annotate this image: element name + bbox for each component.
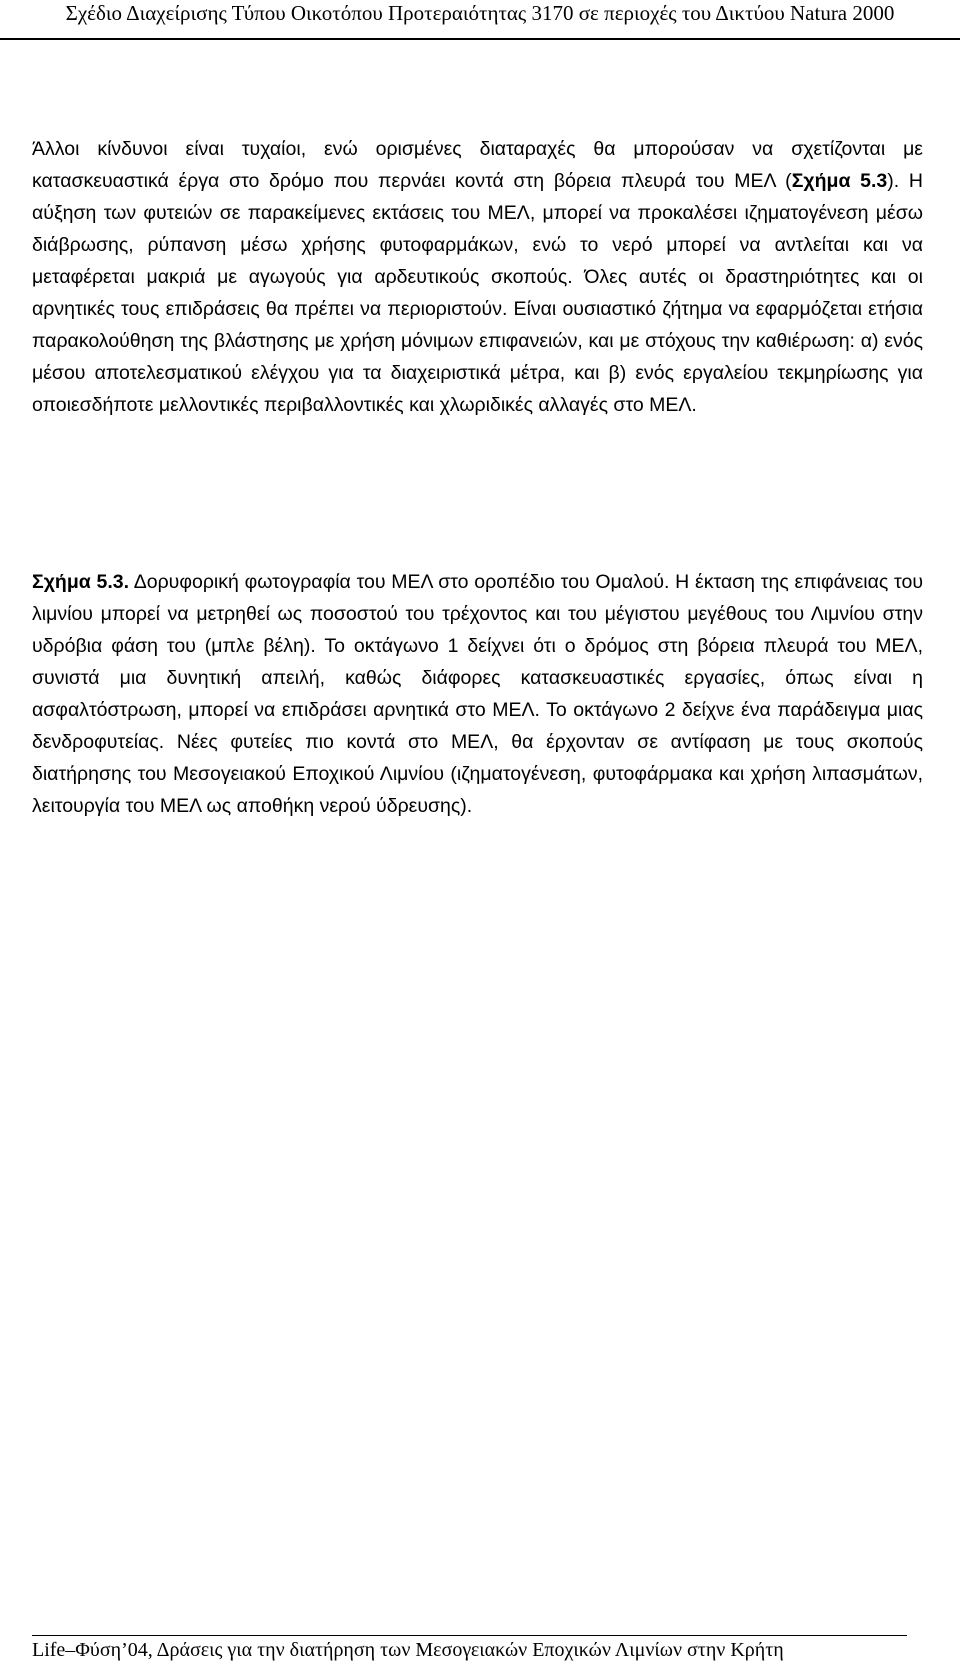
document-title: Σχέδιο Διαχείρισης Τύπου Οικοτόπου Προτεραιότητας 3170 σε περιοχές του Δικτύου Natura 2000 (65, 1, 895, 25)
figure-reference: Σχήμα 5.3 (791, 170, 888, 192)
caption-text: Δορυφορική φωτογραφία του ΜΕΛ στο οροπέδιο του Ομαλού. Η έκταση της επιφάνειας του λιμνίου μπορεί να μετρηθεί ως ποσοστού του τρέχοντος και του μέγιστου μεγέθους του Λιμνίου στην υδρόβια φάση του (μπλε βέλη). Το οκτάγωνο 1 δείχνει ότι ο δρόμος στη βόρεια πλευρά του ΜΕΛ, συνιστά μια δυνητική απειλή, καθώς διάφορες κατασκευαστικές εργασίες, όπως είναι η ασφαλτόστρωση, μπορεί να επιδράσει αρνητικά στο ΜΕΛ. Το οκτάγωνο 2 δείχνε ένα παράδειγμα μιας δενδροφυτείας. Νέες φυτείες πιο κοντά στο ΜΕΛ, θα έρχονταν σε αντίφαση με τους σκοπούς διατήρησης του Μεσογειακού Εποχικού Λιμνίου (ιζηματογένεση, φυτοφάρμακα και χρήση λιπασμάτων, λειτουργία του ΜΕΛ ως αποθήκη νερού ύδρευσης). (32, 571, 923, 817)
running-header (0, 0, 960, 40)
body-paragraph (32, 133, 923, 421)
figure-label: Σχήμα 5.3. (32, 571, 130, 593)
paragraph-text: ). Η αύξηση των φυτειών σε παρακείμενες εκτάσεις του ΜΕΛ, μπορεί να προκαλέσει ιζηματογένεση μέσω διάβρωσης, ρύπανση μέσω χρήσης φυτοφαρμάκων, ενώ το νερό μπορεί να αντλείται και να μεταφέρεται μακριά με αγωγούς για αρδευτικούς σκοπούς. Όλες αυτές οι δραστηριότητες και οι αρνητικές τους επιδράσεις θα πρέπει να περιοριστούν. Είναι ουσιαστικό ζήτημα να εφαρμόζεται ετήσια παρακολούθηση της βλάστησης με χρήση μόνιμων επιφανειών, και με στόχους την καθιέρωση: α) ενός μέσου αποτελεσματικού ελέγχου για τα διαχειριστικά μέτρα, και β) ενός εργαλείου τεκμηρίωσης για οποιεσδήποτε μελλοντικές περιβαλλοντικές και χλωριδικές αλλαγές στο ΜΕΛ. (32, 170, 923, 416)
running-footer (32, 1638, 932, 1662)
footer-divider (32, 1635, 907, 1636)
paragraph-text: Άλλοι κίνδυνοι είναι τυχαίοι, ενώ ορισμένες διαταραχές θα μπορούσαν να σχετίζονται με κατασκευαστικά έργα στο δρόμο που περνάει κοντά στη βόρεια πλευρά του ΜΕΛ ( (32, 138, 923, 192)
figure-caption (32, 566, 923, 822)
footer-text: Life–Φύση’04, Δράσεις για την διατήρηση των Μεσογειακών Εποχικών Λιμνίων στην Κρήτη (32, 1639, 784, 1661)
